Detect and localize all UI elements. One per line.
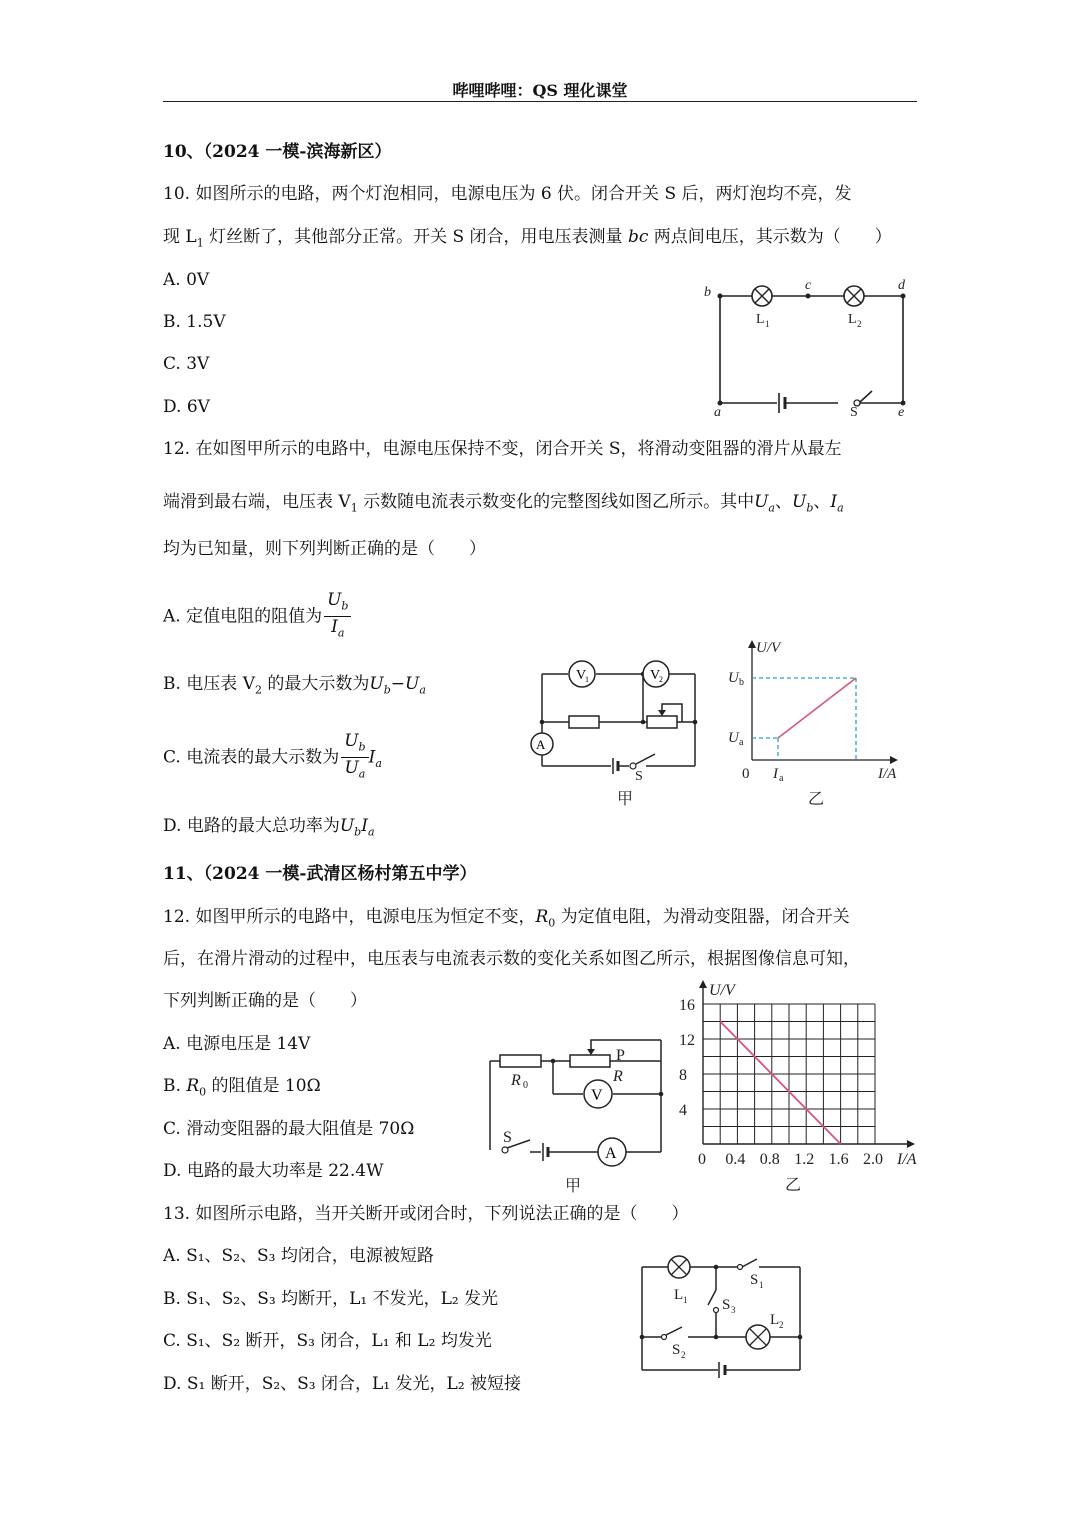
q12a-graph-yi bbox=[722, 638, 912, 813]
q12b-option-c: C. 滑动变阻器的最大阻值是 70Ω bbox=[163, 1119, 415, 1139]
q12b-option-b: B. $R_0$ 的阻值是 10Ω bbox=[163, 1076, 321, 1099]
svg-text:b: b bbox=[739, 677, 744, 688]
q10-option-c: C. 3V bbox=[163, 354, 210, 374]
y-tick-label: 4 bbox=[679, 1102, 687, 1119]
svg-text:L: L bbox=[756, 312, 765, 327]
svg-text:I/A: I/A bbox=[878, 766, 897, 782]
data-line-v1 bbox=[778, 678, 856, 738]
q12a-option-a: A. 定值电阻的阻值为 $\frac{U_b}{I_a}$ bbox=[163, 590, 351, 644]
x-tick-label: 0.4 bbox=[725, 1151, 746, 1168]
section-title-11: 11、（2024 一模-武清区杨村第五中学） bbox=[163, 864, 477, 884]
svg-text:1: 1 bbox=[585, 675, 589, 684]
svg-text:S: S bbox=[850, 405, 858, 420]
q12a-option-d: D. 电路的最大总功率为$U_bI_a$ bbox=[163, 816, 375, 839]
ammeter-icon bbox=[598, 1138, 626, 1166]
page-header: 哔哩哔哩：QS 理化课堂 bbox=[452, 81, 628, 100]
svg-text:V: V bbox=[650, 668, 661, 683]
section-title-10: 10、（2024 一模-滨海新区） bbox=[163, 142, 392, 162]
q13-circuit-diagram bbox=[630, 1245, 815, 1385]
x-tick-label: 0 bbox=[698, 1151, 706, 1168]
y-tick-label: 12 bbox=[679, 1032, 695, 1049]
x-tick-label: 1.2 bbox=[794, 1151, 815, 1168]
svg-text:R: R bbox=[613, 1068, 623, 1085]
svg-text:S: S bbox=[672, 1342, 681, 1358]
svg-text:L: L bbox=[848, 312, 857, 327]
svg-text:U/V: U/V bbox=[709, 982, 735, 999]
q12a-circuit-jia bbox=[525, 652, 710, 812]
x-tick-label: 2.0 bbox=[863, 1151, 883, 1168]
header-divider bbox=[163, 101, 917, 102]
svg-text:甲: 甲 bbox=[617, 791, 634, 808]
svg-text:I/A: I/A bbox=[897, 1151, 917, 1168]
y-tick-label: 16 bbox=[679, 997, 695, 1014]
q12a-stem-line1: 12. 在如图甲所示的电路中，电源电压保持不变，闭合开关 S，将滑动变阻器的滑片从最左 bbox=[163, 439, 842, 459]
voltmeter-icon bbox=[584, 1080, 612, 1108]
svg-text:2: 2 bbox=[779, 1320, 784, 1330]
svg-text:d: d bbox=[898, 278, 905, 293]
q10-stem-line1: 10. 如图所示的电路，两个灯泡相同，电源电压为 6 伏。闭合开关 S 后，两灯泡均不亮，发 bbox=[163, 184, 852, 204]
svg-text:1: 1 bbox=[759, 1280, 764, 1290]
voltmeter-v2-icon bbox=[643, 661, 669, 687]
svg-text:1: 1 bbox=[765, 319, 770, 329]
q13-stem: 13. 如图所示电路，当开关断开或闭合时，下列说法正确的是（ ） bbox=[163, 1204, 689, 1224]
x-tick-label: 0.8 bbox=[759, 1151, 780, 1168]
svg-text:U: U bbox=[728, 730, 739, 746]
y-tick-label: 8 bbox=[679, 1067, 687, 1084]
svg-text:A: A bbox=[536, 737, 546, 752]
bulb-l1-icon bbox=[752, 286, 772, 306]
svg-text:V: V bbox=[576, 668, 587, 683]
svg-text:I: I bbox=[773, 766, 778, 782]
svg-text:U/V: U/V bbox=[756, 640, 781, 656]
bulb-l2-icon bbox=[844, 286, 864, 306]
q10-option-a: A. 0V bbox=[163, 270, 210, 290]
svg-text:S: S bbox=[503, 1129, 512, 1146]
q12b-option-d: D. 电路的最大功率是 22.4W bbox=[163, 1161, 384, 1181]
svg-text:b: b bbox=[704, 285, 711, 300]
svg-text:S: S bbox=[750, 1272, 759, 1288]
svg-text:0: 0 bbox=[523, 1080, 528, 1091]
svg-text:L: L bbox=[674, 1287, 684, 1303]
q12b-stem-line3: 下列判断正确的是（ ） bbox=[163, 991, 367, 1011]
svg-text:P: P bbox=[616, 1047, 625, 1064]
svg-text:1: 1 bbox=[683, 1295, 688, 1305]
q13-option-d: D. S₁ 断开，S₂、S₃ 闭合，L₁ 发光，L₂ 被短接 bbox=[163, 1374, 522, 1394]
bulb-l1-icon bbox=[668, 1256, 690, 1278]
ammeter-icon bbox=[531, 733, 553, 755]
svg-text:e: e bbox=[898, 405, 905, 420]
data-line-ui bbox=[720, 1022, 840, 1145]
q10-circuit-diagram bbox=[700, 275, 920, 420]
svg-text:S: S bbox=[722, 1297, 731, 1313]
q12b-graph-yi bbox=[675, 978, 930, 1198]
svg-text:a: a bbox=[779, 773, 784, 784]
q13-option-b: B. S₁、S₂、S₃ 均断开，L₁ 不发光，L₂ 发光 bbox=[163, 1289, 499, 1309]
svg-text:乙: 乙 bbox=[785, 1177, 802, 1194]
q12a-option-c: C. 电流表的最大示数为 $\frac{U_b}{U_a}$ $I_a$ bbox=[163, 731, 382, 781]
svg-text:a: a bbox=[714, 405, 721, 420]
svg-text:2: 2 bbox=[659, 675, 663, 684]
svg-text:A: A bbox=[605, 1145, 617, 1162]
svg-text:乙: 乙 bbox=[808, 791, 825, 808]
q12b-stem-line2: 后，在滑片滑动的过程中，电压表与电流表示数的变化关系如图乙所示，根据图像信息可知， bbox=[163, 949, 860, 969]
x-tick-label: 1.6 bbox=[828, 1151, 849, 1168]
svg-text:V: V bbox=[591, 1087, 603, 1104]
voltmeter-v1-icon bbox=[569, 661, 595, 687]
battery-icon bbox=[779, 393, 785, 413]
svg-text:a: a bbox=[739, 737, 744, 748]
svg-text:2: 2 bbox=[857, 319, 862, 329]
svg-text:L: L bbox=[770, 1312, 780, 1328]
q10-option-d: D. 6V bbox=[163, 397, 210, 417]
svg-text:c: c bbox=[805, 278, 812, 293]
svg-text:甲: 甲 bbox=[565, 1178, 582, 1195]
q12a-stem-line2: 端滑到最右端，电压表 $V_1$ 示数随电流表示数变化的完整图线如图乙所示。其中$U_a$、$U_b$、$I_a$ bbox=[163, 492, 844, 515]
svg-text:3: 3 bbox=[731, 1305, 736, 1315]
bulb-l2-icon bbox=[746, 1325, 770, 1349]
q12b-stem-line1: 12. 如图甲所示的电路中，电源电压为恒定不变，$R_0$ 为定值电阻，为滑动变阻器，闭合开关 bbox=[163, 907, 850, 930]
svg-text:2: 2 bbox=[681, 1350, 686, 1360]
q13-option-a: A. S₁、S₂、S₃ 均闭合，电源被短路 bbox=[163, 1246, 434, 1266]
q12b-option-a: A. 电源电压是 14V bbox=[163, 1034, 311, 1054]
svg-text:S: S bbox=[635, 769, 643, 784]
q10-stem-line2: 现 $L_1$ 灯丝断了，其他部分正常。开关 S 闭合，用电压表测量 bc 两点间电压，其示数为（ ） bbox=[163, 227, 892, 250]
q12a-option-b: B. 电压表 $V_2$ 的最大示数为$U_b-U_a$ bbox=[163, 674, 426, 697]
svg-text:U: U bbox=[728, 670, 739, 686]
svg-text:R: R bbox=[511, 1072, 521, 1089]
q13-option-c: C. S₁、S₂ 断开，S₃ 闭合，L₁ 和 L₂ 均发光 bbox=[163, 1331, 492, 1351]
svg-text:0: 0 bbox=[742, 766, 750, 782]
q12a-stem-line3: 均为已知量，则下列判断正确的是（ ） bbox=[163, 539, 486, 559]
q12b-circuit-jia bbox=[485, 1030, 670, 1198]
q10-option-b: B. 1.5V bbox=[163, 312, 226, 332]
